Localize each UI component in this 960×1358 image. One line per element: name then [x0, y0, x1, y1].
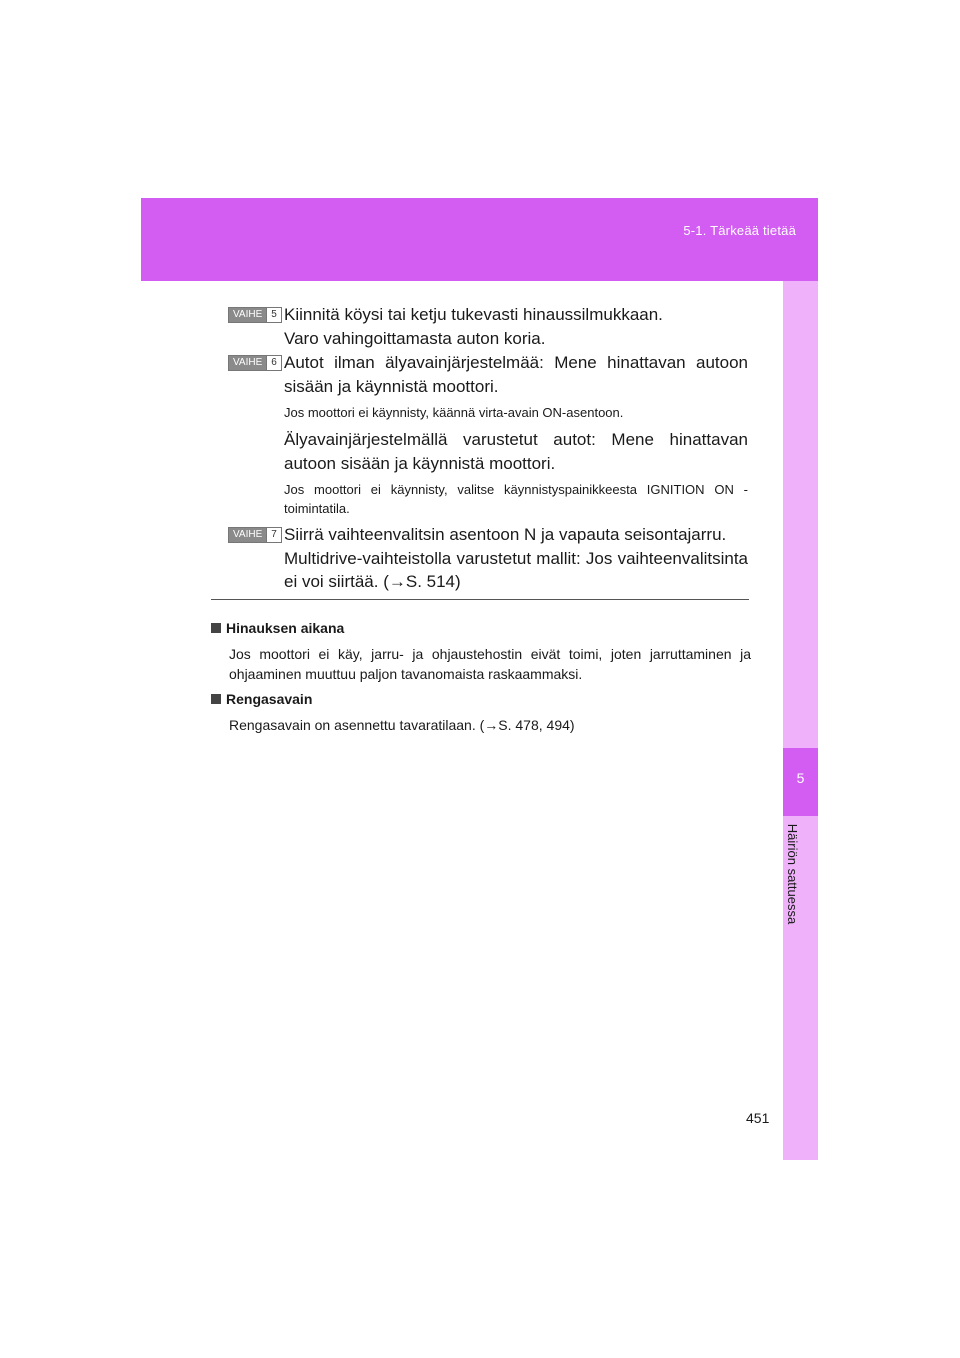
step-badge-label: VAIHE — [229, 528, 266, 542]
step-text: Multidrive-vaihteistolla varustetut mallit: Jos vaihteenvalitsinta ei voi siirtää. (→S. 514) — [284, 548, 748, 591]
step-badge-label: VAIHE — [229, 356, 266, 370]
info-body: Jos moottori ei käy, jarru- ja ohjaustehostin eivät toimi, joten jarruttaminen ja ohjaaminen muuttuu paljon tavanomaista raskaammaksi. — [229, 646, 751, 682]
step-note: Jos moottori ei käynnisty, valitse käynnistyspainikkeesta IGNITION ON -toimintatila. — [284, 482, 748, 516]
chapter-title: Häiriön sattuessa — [785, 823, 800, 925]
step-text: Varo vahingoittamasta auton koria. — [284, 328, 546, 348]
step-note: Jos moottori ei käynnisty, käännä virta-avain ON-asentoon. — [284, 405, 624, 420]
section-divider — [211, 599, 749, 600]
step-text: Älyavainjärjestelmällä varustetut autot: Mene hinattavan autoon sisään ja käynnistä moottori. — [284, 430, 748, 473]
step-7 — [228, 523, 748, 594]
square-bullet-icon — [211, 623, 221, 633]
step-5 — [228, 303, 748, 350]
chapter-number: 5 — [796, 770, 805, 786]
step-badge-label: VAIHE — [229, 308, 266, 322]
header-band — [141, 198, 818, 281]
square-bullet-icon — [211, 694, 221, 704]
step-text: Siirrä vaihteenvalitsin asentoon N ja vapauta seisontajarru. — [284, 525, 727, 544]
page-number: 451 — [746, 1110, 770, 1126]
step-6 — [228, 351, 748, 518]
step-text: Kiinnitä köysi tai ketju tukevasti hinaussilmukkaan. — [284, 305, 663, 324]
step-badge-number: 5 — [266, 308, 281, 322]
section-title: 5-1. Tärkeää tietää — [683, 223, 796, 238]
side-tab — [783, 281, 818, 1160]
info-towing — [211, 618, 751, 684]
info-heading-text: Hinauksen aikana — [226, 620, 345, 636]
info-body: Rengasavain on asennettu tavaratilaan. (→S. 478, 494) — [229, 717, 575, 733]
step-badge-number: 6 — [266, 356, 281, 370]
step-badge-number: 7 — [266, 528, 281, 542]
step-badge — [228, 307, 282, 323]
step-badge — [228, 355, 282, 371]
step-text: Autot ilman älyavainjärjestelmää: Mene hinattavan autoon sisään ja käynnistä moottori. — [284, 353, 748, 396]
step-badge — [228, 527, 282, 543]
info-heading — [211, 689, 751, 709]
info-heading — [211, 618, 751, 638]
info-heading-text: Rengasavain — [226, 691, 313, 707]
info-wheel-wrench — [211, 689, 751, 735]
